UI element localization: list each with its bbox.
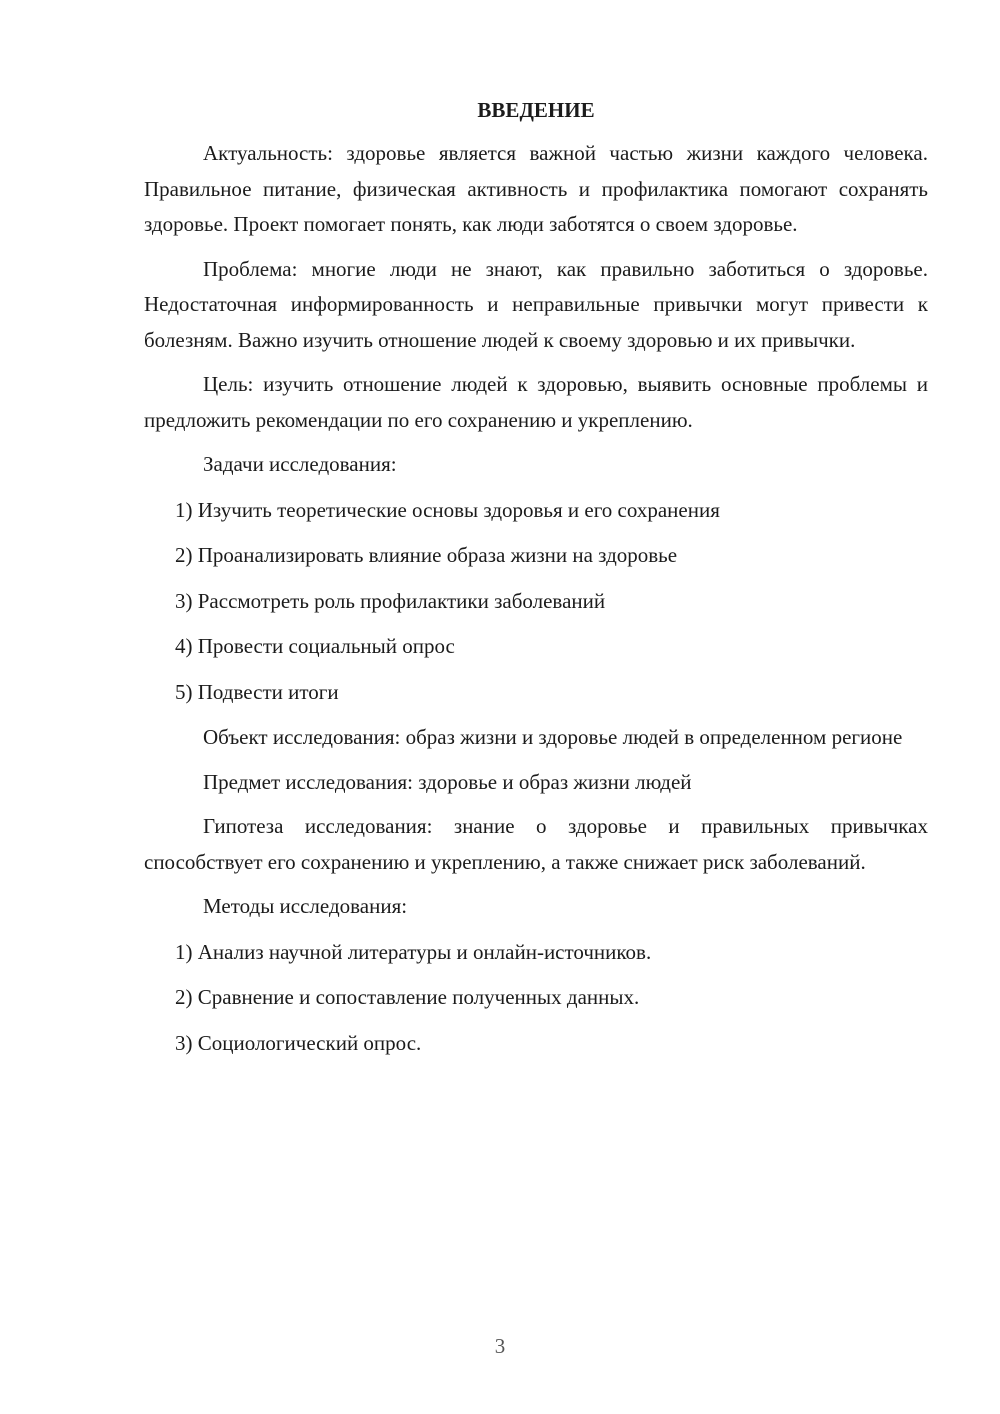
object-paragraph: Объект исследования: образ жизни и здоровье людей в определенном регионе	[203, 725, 903, 749]
hypothesis-paragraph: Гипотеза исследования: знание о здоровье и правильных привычках способствует его сохранению и укреплению, а также снижает риск заболеваний.	[144, 814, 928, 874]
document-page	[144, 96, 928, 1071]
method-item: 2) Сравнение и сопоставление полученных данных.	[175, 985, 640, 1009]
relevance-paragraph: Актуальность: здоровье является важной частью жизни каждого человека. Правильное питание, физическая активность и профилактика помогают сохранять здоровье. Проект помогает понять, как люди заботятся о своем здоровье.	[144, 141, 928, 236]
method-item: 1) Анализ научной литературы и онлайн-источников.	[175, 939, 652, 964]
task-item: 4) Провести социальный опрос	[175, 634, 455, 658]
task-item: 2) Проанализировать влияние образа жизни на здоровье	[175, 543, 678, 567]
section-title: ВВЕДЕНИЕ	[477, 98, 595, 122]
page-number: 3	[494, 1334, 506, 1358]
problem-paragraph: Проблема: многие люди не знают, как правильно заботиться о здоровье. Недостаточная информированность и неправильные привычки могут привести к болезням. Важно изучить отношение людей к своему здоровью и их привычки.	[144, 256, 928, 352]
task-item: 5) Подвести итоги	[175, 679, 339, 704]
tasks-list	[144, 493, 928, 711]
tasks-label: Задачи исследования:	[203, 452, 397, 476]
methods-list	[144, 935, 928, 1062]
task-item: 3) Рассмотреть роль профилактики заболеваний	[175, 588, 606, 613]
methods-label: Методы исследования:	[203, 894, 408, 918]
method-item: 3) Социологический опрос.	[175, 1030, 422, 1055]
subject-paragraph: Предмет исследования: здоровье и образ жизни людей	[203, 769, 692, 794]
goal-paragraph: Цель: изучить отношение людей к здоровью, выявить основные проблемы и предложить рекомендации по его сохранению и укреплению.	[144, 372, 928, 432]
task-item: 1) Изучить теоретические основы здоровья и его сохранения	[175, 497, 720, 522]
